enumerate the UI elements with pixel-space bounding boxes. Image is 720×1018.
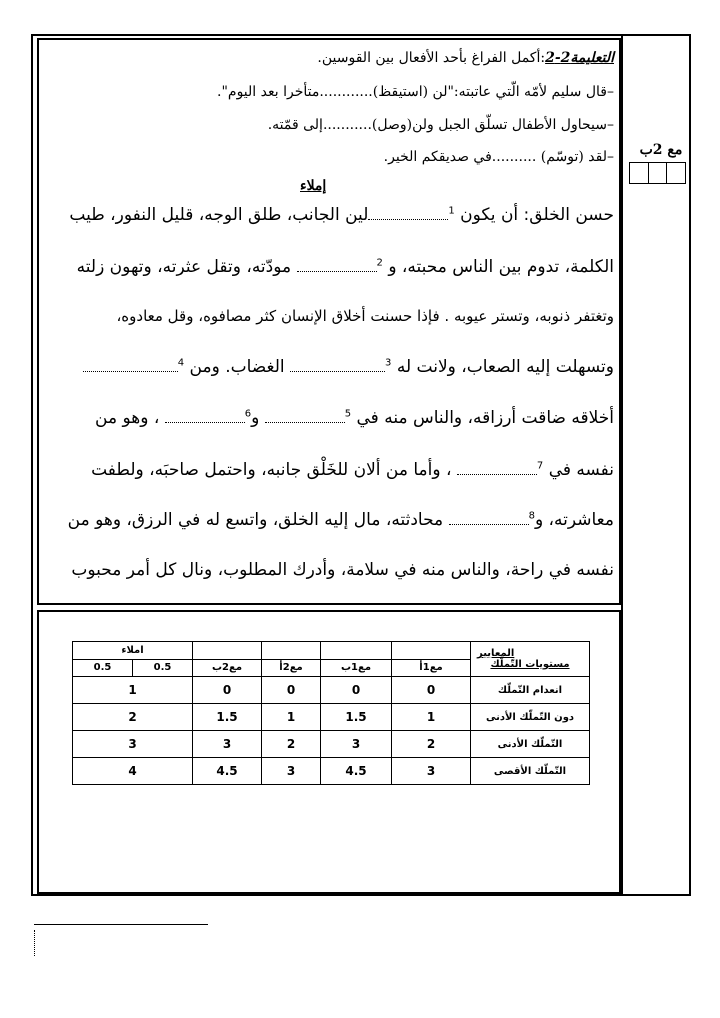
side-score-boxes (629, 162, 686, 184)
table-row: التّملّك الأدنى 2 3 2 3 3 (73, 731, 590, 758)
dictation-title: إملاء (300, 178, 327, 194)
grading-table (72, 641, 590, 785)
imla-header: املاء (73, 642, 193, 660)
criteria-corner-cell: المعايير مستويات التّملّك (471, 642, 590, 677)
dictation-line-3: وتغتفر ذنوبه، وتستر عيوبه . فإذا حسنت أخلاق الإنسان كثر مصافوه، وقل معادوه، (116, 307, 614, 325)
table-header-row-top (73, 642, 590, 660)
dictation-line-8: نفسه في راحة، والناس منه في سلامة، وأدرك المطلوب، ونال كل أمر محبوب (71, 560, 614, 580)
dictation-line-5: أخلاقه ضاقت أرزاقه، والناس منه في $^5$ و$^6$ ، وهو من (95, 408, 614, 428)
side-criterion-label: مع 2ب (639, 142, 683, 158)
footnote-separator (34, 924, 208, 925)
task-heading-line (317, 50, 614, 66)
task-line-3: –لقد (توسّم) ..........في صديقكم الخير. (383, 149, 614, 165)
table-row: التّملّك الأقصى 3 4.5 3 4.5 4 (73, 758, 590, 785)
dictation-line-6: نفسه في $^7$ ، وأما من ألان للخَلْق جانبه، واحتمل صاحبَه، ولطفت (91, 460, 614, 480)
dictation-line-1: حسن الخلق: أن يكون $^1$لين الجانب، طلق الوجه، قليل النفور، طيب (69, 205, 614, 225)
dictation-line-2: الكلمة، تدوم بين الناس محبته، و $^2$ مودّته، وتقل عثرته، وتهون زلته (76, 257, 614, 277)
dictation-line-7: معاشرته، و$^8$ محادثته، مال إليه الخلق، واتسع له في الرزق، وهو من (67, 510, 614, 530)
table-row: انعدام التّملّك 0 0 0 0 1 (73, 677, 590, 704)
task-instruction: :أكمل الفراغ بأحد الأفعال بين القوسين. (317, 50, 546, 66)
footnote-margin-dots (34, 930, 35, 956)
table-row: دون التّملّك الأدنى 1 1.5 1 1.5 2 (73, 704, 590, 731)
dictation-line-4: وتسهلت إليه الصعاب، ولانت له $^3$ الغضاب. ومن $^4$ (83, 357, 614, 377)
task-line-2: –سيحاول الأطفال تسلّق الجبل ولن(وصل)...........إلى قمّته. (267, 117, 614, 133)
table-header-row: مع1أ مع1ب مع2أ مع2ب 0.5 0.5 (73, 659, 590, 677)
task-heading: التعليمة2-2 (545, 50, 614, 66)
task-line-1: –قال سليم لأمّه الّتي عاتبته:"لن (استيقظ)............متأخرا بعد اليوم". (217, 84, 614, 100)
side-column-divider (621, 34, 623, 896)
